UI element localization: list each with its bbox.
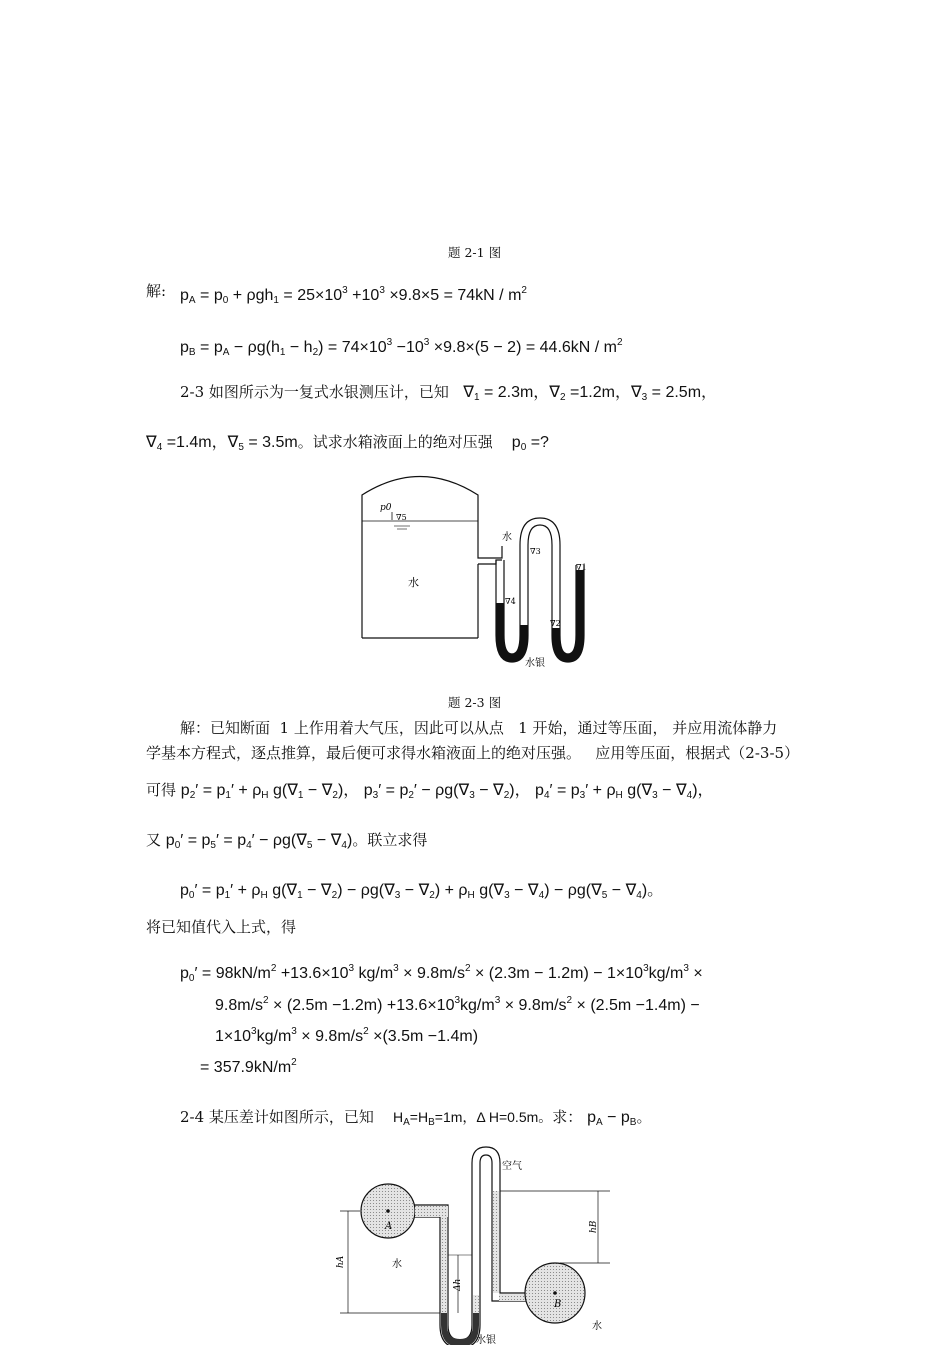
fig-2-3-caption (448, 694, 501, 712)
figure-2-4-differential-manometer (330, 1145, 620, 1345)
solution-2-3-line2: 学基本方程式，逐点推算，最后便可求得水箱液面上的绝对压强。 应用等压面，根据式（2-3-5） (146, 744, 800, 762)
manometer-tube (414, 1147, 526, 1340)
manometer-tube (496, 525, 584, 662)
equation-pa: $p_A = p_0 + \rho gh_1 = 25\times 10^3 +10^3 \times 9.8\times 5 = 74kN / m^2$ (180, 285, 527, 306)
equation-pb: $p_B = p_A - \rho g(h_1 - h_2) = 74\times 10^3 -10^3 \times 9.8\times(5 - 2) = 44.6kN / m^2$ (180, 337, 623, 358)
label-water-b: 水 (592, 1321, 602, 1332)
mercury-fill (441, 1313, 479, 1345)
label-p0: p0 (380, 503, 392, 513)
text: 将已知值代入上式，得 (146, 918, 297, 936)
calc-line3: $1\times 10^3kg/m^3 \times 9.8m/s^2 \times(3.5m -1.4m)$ (215, 1026, 479, 1045)
label-water-tube: 水 (502, 532, 512, 543)
caption-text: 题 2-1 图 (448, 245, 502, 260)
label-dh: Δh (453, 1278, 463, 1291)
label-air: 空气 (502, 1161, 522, 1172)
label-mercury: 水银 (476, 1335, 496, 1345)
solution-2-3-line5: $p_0' = p_1' + \rho_H$ $g(\nabla_1 - \nabla_2) - \rho g(\nabla_3 - \nabla_2) + \rho_H$ $g(\nabla_3 - \nabla_4) - \rho g(\nabla_5 - \nabla_4)$。 (180, 882, 664, 901)
mercury-fill-2 (552, 570, 584, 662)
label-nabla4: ∇4 (505, 597, 516, 606)
caption-text: 题 2-3 图 (448, 695, 502, 710)
tank-outline (362, 477, 502, 639)
label-ha: hA (336, 1255, 346, 1268)
solution-2-3-line1: 解：已知断面 1 上作用着大气压，因此可以从点 1 开始，通过等压面， 并应用流体静力 (180, 719, 778, 737)
label-hb: hB (589, 1220, 599, 1233)
solution-2-3-line6 (146, 918, 296, 936)
calc-line4: = $357.9kN/m^2$ (200, 1057, 297, 1076)
solution-2-3-line3: 可得 $p_2' = p_1' + \rho_H$ $g(\nabla_1 - \nabla_2)$， $p_3' = p_2' - \rho g(\nabla_3 - \nabla_2)$， $p_4' = p_3' + \rho_H$ $g(\nabla_3 - \nabla_4)$， (146, 781, 714, 801)
label-b: B (554, 1299, 562, 1310)
problem-2-4-line: 2-4 某压差计如图所示，已知 $H_A=H_B=1m$，Δ H=0.5m。求： $p_A - p_B$。 (180, 1108, 652, 1128)
label-nabla1: ∇1 (576, 563, 587, 572)
solution-2-3-line4: 又 $p_0' = p_5' = p_4' - \rho g(\nabla_5 - \nabla_4)$。联立求得 (146, 831, 428, 851)
solution-label (146, 282, 166, 300)
calc-line2: $9.8m/s^2 \times (2.5m -1.2m) +13.6\times 10^3kg/m^3 \times 9.8m/s^2 \times (2.5m -1.4m)$ − (215, 995, 700, 1014)
problem-2-3-line2: $\nabla_4 =1.4m$，$\nabla_5 = 3.5m$。试求水箱液面上的绝对压强 $p_0$ =? (146, 433, 549, 453)
label-mercury: 水银 (525, 658, 545, 669)
calc-line1: $p_0' = 98kN/m^2 +13.6\times 10^3$ $kg/m^3 \times 9.8m/s^2 \times (2.3m - 1.2m) - 1\times 10^3kg/m^3$ × (180, 963, 703, 984)
label-a: A (385, 1221, 393, 1232)
figure-2-3-manometer (350, 470, 600, 680)
label-nabla2: ∇2 (550, 619, 561, 628)
label-nabla5: ∇5 (396, 513, 407, 522)
label-text: 解: (146, 282, 167, 300)
label-water-a: 水 (392, 1259, 402, 1270)
mercury-fill-1 (496, 603, 528, 662)
problem-2-3-line1: 2-3 如图所示为一复式水银测压计，已知 $\nabla_1 = 2.3m$，$\nabla_2 =1.2m$，$\nabla_3 = 2.5m$， (180, 383, 718, 403)
fig-2-1-caption (448, 244, 501, 262)
label-nabla3: ∇3 (530, 547, 541, 556)
label-water-tank: 水 (408, 576, 419, 589)
